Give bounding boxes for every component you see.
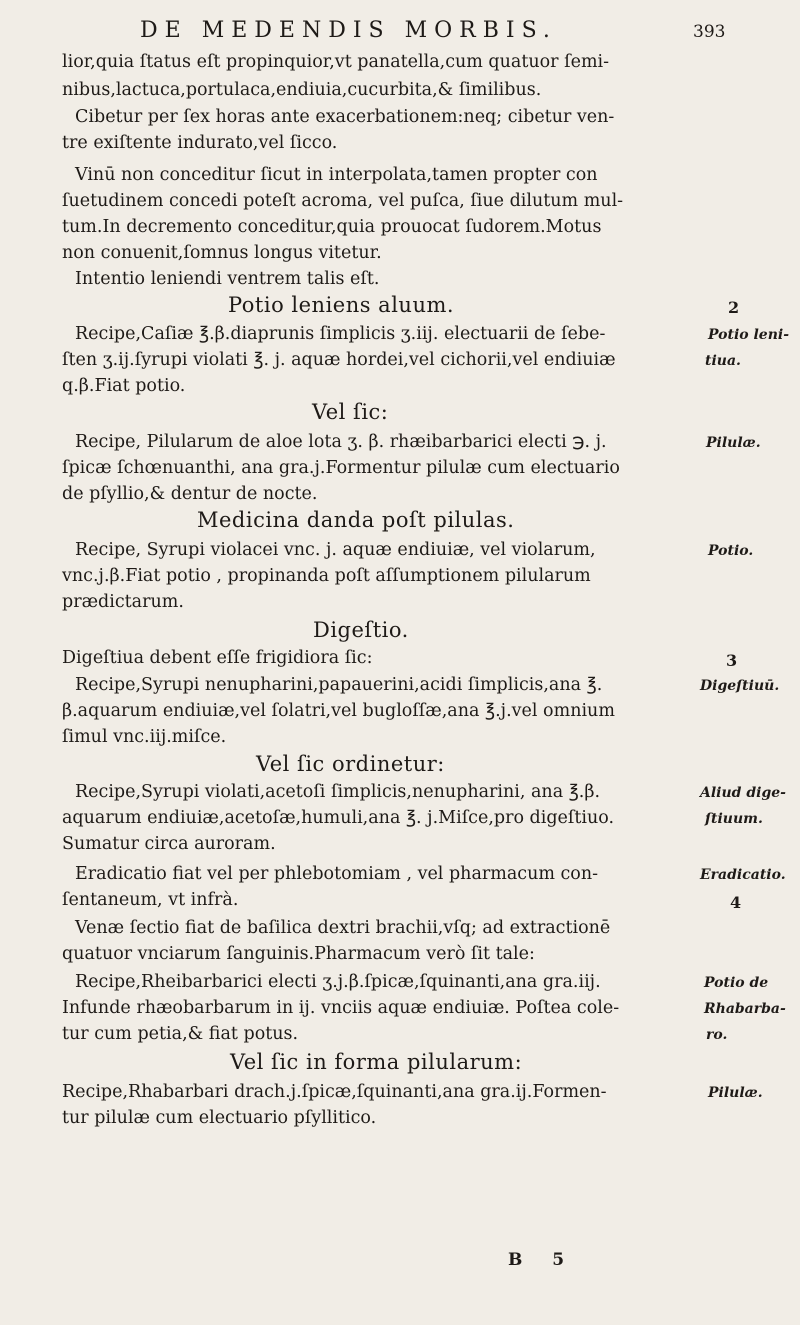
margin-note: Potio. xyxy=(708,543,754,559)
text-line: aquarum endiuiæ,acetoſæ,humuli,ana ℥. j.Miſce,pro digeſtiuo. xyxy=(62,808,615,828)
text-line: Recipe, Syrupi violacei vnc. j. aquæ endiuiæ, vel violarum, xyxy=(75,540,596,560)
section-heading: Digeſtio. xyxy=(313,618,409,642)
section-heading: Medicina danda poſt pilulas. xyxy=(197,508,515,532)
text-line: tur pilulæ cum electuario pſyllitico. xyxy=(62,1108,377,1128)
text-line: ſentaneum, vt infrà. xyxy=(62,890,239,910)
margin-note: Pilulæ. xyxy=(708,1085,763,1101)
text-line: prædictarum. xyxy=(62,592,184,612)
margin-note: Potio de xyxy=(704,975,769,991)
text-line: Vinū non conceditur ſicut in interpolata,tamen propter con xyxy=(75,165,598,185)
text-line: ſten ʒ.ij.ſyrupi violati ℥. j. aquæ hordei,vel cichorii,vel endiuiæ xyxy=(62,350,616,370)
text-line: nibus,lactuca,portulaca,endiuia,cucurbita,& ſimilibus. xyxy=(62,80,542,100)
margin-note: Aliud dige- xyxy=(700,785,786,801)
text-line: Recipe,Caſiæ ℥.β.diaprunis ſimplicis ʒ.iij. electuarii de ſebe- xyxy=(75,324,606,344)
text-line: q.β.Fiat potio. xyxy=(62,376,186,396)
section-number: 4 xyxy=(730,893,742,912)
margin-note: ro. xyxy=(706,1027,728,1043)
section-heading: Vel ſic in forma pilularum: xyxy=(230,1050,523,1074)
text-line: tum.In decremento conceditur,quia prouocat ſudorem.Motus xyxy=(62,217,602,237)
text-line: vnc.j.β.Fiat potio , propinanda poſt aſſumptionem pilularum xyxy=(62,566,591,586)
text-line: ſimul vnc.iij.miſce. xyxy=(62,727,227,747)
section-number: 3 xyxy=(726,651,738,670)
text-line: Sumatur circa auroram. xyxy=(62,834,276,854)
text-line: Infunde rhæobarbarum in ij. vnciis aquæ endiuiæ. Poſtea cole- xyxy=(62,998,620,1018)
text-line: tur cum petia,& fiat potus. xyxy=(62,1024,299,1044)
text-line: lior,quia ſtatus eſt propinquior,vt panatella,cum quatuor ſemi- xyxy=(62,52,610,72)
text-line: quatuor vnciarum ſanguinis.Pharmacum verò ſit tale: xyxy=(62,944,535,964)
text-line: Cibetur per ſex horas ante exacerbationem:neq; cibetur ven- xyxy=(75,107,615,127)
margin-note: Eradicatio. xyxy=(700,867,786,883)
margin-note: Rhabarba- xyxy=(704,1001,786,1017)
text-line: Venæ ſectio fiat de baſilica dextri brachii,vſq; ad extractionē xyxy=(75,918,611,938)
text-line: Recipe,Syrupi nenupharini,papauerini,acidi ſimplicis,ana ℥. xyxy=(75,675,603,695)
text-line: Digeſtiua debent eſſe frigidiora ſic: xyxy=(62,648,373,668)
margin-note: tiua. xyxy=(705,353,741,369)
text-line: Recipe,Rhabarbari drach.j.ſpicæ,ſquinanti,ana gra.ij.Formen- xyxy=(62,1082,607,1102)
text-line: Recipe,Syrupi violati,acetoſi ſimplicis,nenupharini, ana ℥.β. xyxy=(75,782,601,802)
text-line: ſuetudinem concedi poteſt acroma, vel puſca, ſiue dilutum mul- xyxy=(62,191,624,211)
margin-note: Potio leni- xyxy=(708,327,790,343)
text-line: de pſyllio,& dentur de nocte. xyxy=(62,484,318,504)
margin-note: Digeſtiuū. xyxy=(700,678,780,694)
text-line: β.aquarum endiuiæ,vel ſolatri,vel bugloſſæ,ana ℥.j.vel omnium xyxy=(62,701,615,721)
section-heading: Vel ſic ordinetur: xyxy=(256,752,445,776)
section-heading: Vel ſic: xyxy=(312,400,389,424)
text-line: Recipe,Rheibarbarici electi ʒ.j.β.ſpicæ,ſquinanti,ana gra.iij. xyxy=(75,972,601,992)
margin-note: Pilulæ. xyxy=(706,435,761,451)
text-line: ſpicæ ſchœnuanthi, ana gra.j.Formentur pilulæ cum electuario xyxy=(62,458,620,478)
text-line: Recipe, Pilularum de aloe lota ʒ. β. rhæibarbarici electi ℈. j. xyxy=(75,432,607,452)
signature-mark: B 5 xyxy=(508,1250,577,1270)
section-heading: Potio leniens aluum. xyxy=(228,293,455,317)
running-head: DE MEDENDIS MORBIS. xyxy=(140,18,557,43)
text-line: Eradicatio fiat vel per phlebotomiam , vel pharmacum con- xyxy=(75,864,599,884)
page-number: 393 xyxy=(693,22,726,42)
margin-note: ſtiuum. xyxy=(705,811,763,827)
text-line: Intentio leniendi ventrem talis eſt. xyxy=(75,269,380,289)
text-line: non conuenit,ſomnus longus vitetur. xyxy=(62,243,382,263)
section-number: 2 xyxy=(728,298,740,317)
text-line: tre exiſtente indurato,vel ſicco. xyxy=(62,133,338,153)
